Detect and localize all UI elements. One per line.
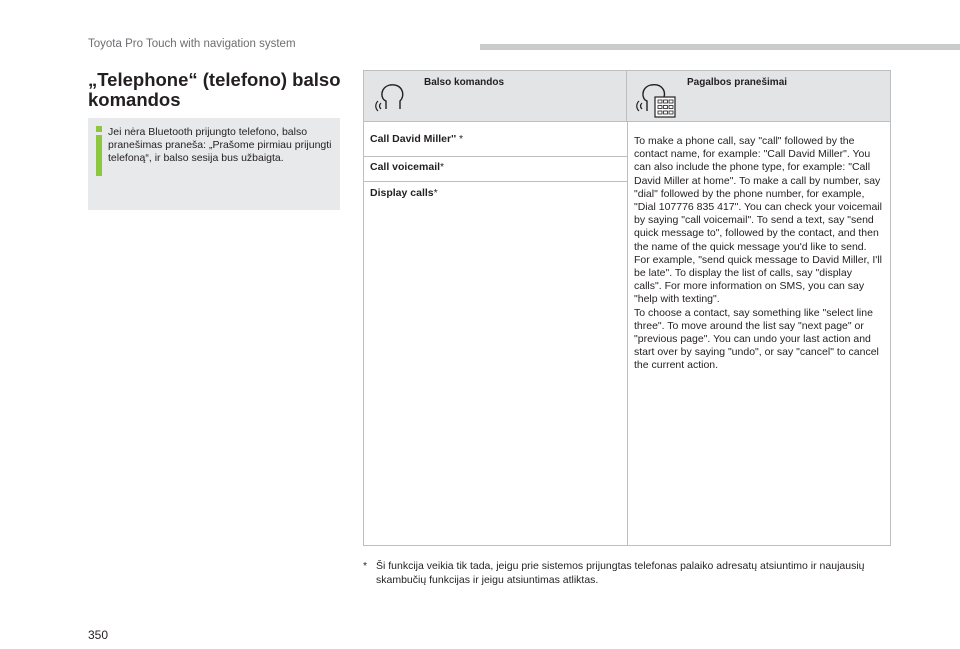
row-divider (364, 156, 627, 157)
footnote-text: Ši funkcija veikia tik tada, jeigu prie sistemos prijungtas telefonas palaiko adresatų atsiuntimo ir naujausių skambučių funkcijas ir jeigu atsiuntimas atliktas. (376, 560, 865, 586)
column-header-label: Balso komandos (424, 77, 505, 88)
page-number: 350 (88, 628, 109, 642)
header-bar (480, 44, 960, 50)
help-message-icon (635, 81, 679, 119)
column-divider (627, 121, 628, 545)
command-label: Call voicemail (370, 161, 441, 173)
footnote-marker: * (459, 133, 464, 145)
voice-command-table (363, 70, 891, 546)
info-box (88, 118, 340, 210)
column-header-voice-commands (364, 71, 627, 121)
command-cell-call-contact (364, 133, 627, 145)
manual-header-title: Toyota Pro Touch with navigation system (88, 38, 296, 50)
footnote-marker: * (363, 560, 368, 572)
footnote-marker: * (433, 187, 438, 199)
command-cell-call-voicemail (364, 161, 627, 173)
help-message-text: To make a phone call, say "call" followed by the contact name, for example: "Call David Miller". You can also include the phone type, for example: "Call David Miller at home". To make a call by number, say "dial" followed by the phone number, for example, "Dial 107776 835 417". You can check your voicemail by saying "call voicemail". To send a text, say "send quick message to", followed by the contact, and then the name of the quick message you'd like to send. For example, "send quick message to David Miller, I'll be late". To display the list of calls, say "display calls". For more information on SMS, you can say "help with texting". To choose a contact, say something like "select line three". To move around the list say "next page" or "previous page". You can undo your last action and start over by saying "undo", or say "cancel" to cancel the current action. (634, 135, 882, 372)
column-header-help-messages (627, 71, 890, 121)
info-text: Jei nėra Bluetooth prijungto telefono, balso pranešimas praneša: „Prašome pirmiau prijungti telefoną“, ir balso sesija bus užbaigta. (108, 126, 332, 164)
command-label: Display calls (370, 187, 434, 199)
info-icon (94, 126, 104, 176)
section-title: „Telephone“ (telefono) balso komandos (88, 69, 341, 110)
command-cell-display-calls (364, 187, 627, 199)
command-label: Call David Miller'' (370, 133, 460, 145)
footnote-marker: * (440, 161, 445, 173)
row-divider (364, 181, 627, 182)
voice-command-icon (372, 81, 412, 117)
column-header-label: Pagalbos pranešimai (687, 77, 788, 88)
